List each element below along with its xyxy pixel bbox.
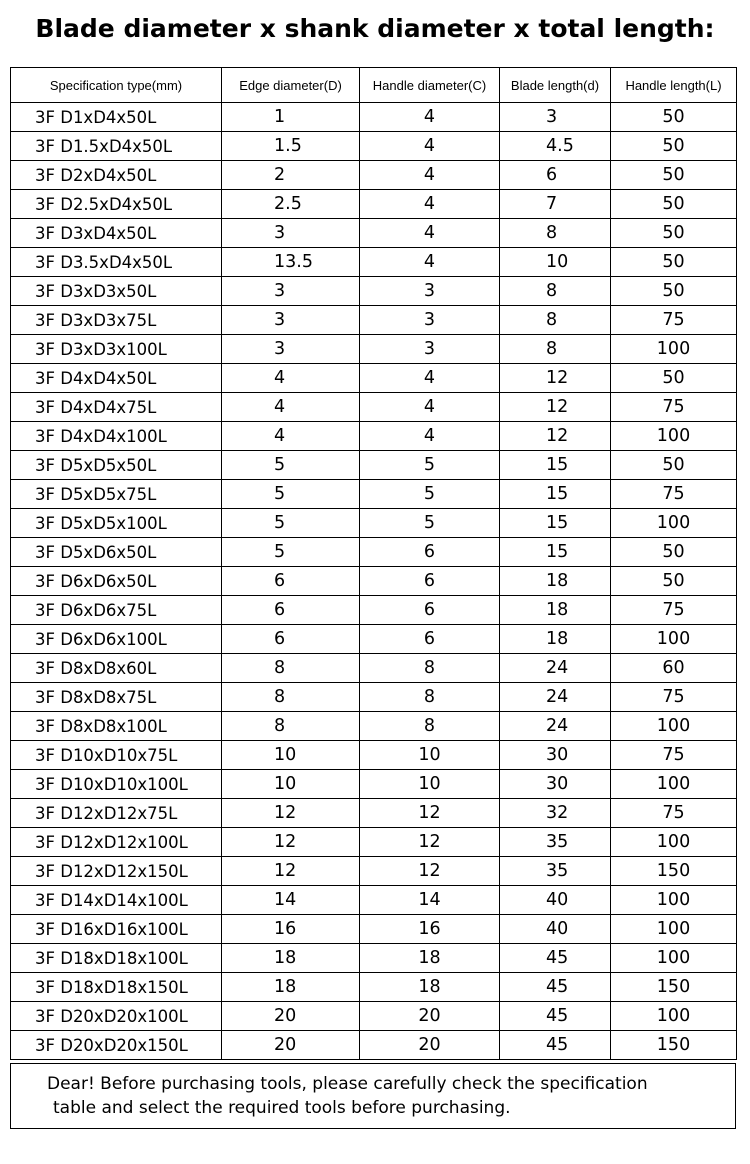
cell-handle-diameter: 18 — [360, 944, 500, 973]
cell-handle-diameter: 5 — [360, 509, 500, 538]
cell-edge-diameter: 6 — [222, 567, 360, 596]
cell-handle-length: 100 — [611, 944, 737, 973]
cell-handle-diameter: 20 — [360, 1002, 500, 1031]
table-row — [11, 132, 737, 161]
cell-specification-type: 3F D18xD18x100L — [11, 944, 222, 973]
cell-handle-diameter: 6 — [360, 567, 500, 596]
table-row — [11, 248, 737, 277]
table-row — [11, 509, 737, 538]
cell-handle-length: 50 — [611, 132, 737, 161]
cell-handle-length: 50 — [611, 538, 737, 567]
cell-blade-length: 12 — [500, 364, 611, 393]
cell-edge-diameter: 13.5 — [222, 248, 360, 277]
cell-blade-length: 45 — [500, 973, 611, 1002]
header-blade-length: Blade length(d) — [500, 68, 611, 103]
cell-edge-diameter: 8 — [222, 712, 360, 741]
table-row — [11, 857, 737, 886]
cell-handle-length: 75 — [611, 480, 737, 509]
cell-handle-diameter: 4 — [360, 190, 500, 219]
cell-handle-diameter: 6 — [360, 596, 500, 625]
cell-handle-diameter: 12 — [360, 828, 500, 857]
cell-handle-diameter: 3 — [360, 306, 500, 335]
cell-blade-length: 40 — [500, 915, 611, 944]
cell-handle-length: 50 — [611, 567, 737, 596]
cell-specification-type: 3F D1.5xD4x50L — [11, 132, 222, 161]
cell-blade-length: 15 — [500, 538, 611, 567]
table-row — [11, 654, 737, 683]
table-row — [11, 364, 737, 393]
cell-blade-length: 18 — [500, 567, 611, 596]
table-row — [11, 886, 737, 915]
cell-handle-length: 100 — [611, 770, 737, 799]
cell-edge-diameter: 12 — [222, 857, 360, 886]
table-row — [11, 944, 737, 973]
cell-edge-diameter: 5 — [222, 538, 360, 567]
cell-specification-type: 3F D3xD4x50L — [11, 219, 222, 248]
table-row — [11, 1002, 737, 1031]
cell-handle-length: 100 — [611, 886, 737, 915]
cell-handle-length: 75 — [611, 799, 737, 828]
cell-blade-length: 24 — [500, 654, 611, 683]
cell-specification-type: 3F D4xD4x75L — [11, 393, 222, 422]
cell-handle-length: 100 — [611, 422, 737, 451]
cell-handle-length: 100 — [611, 828, 737, 857]
cell-handle-length: 60 — [611, 654, 737, 683]
header-specification-type: Specification type(mm) — [11, 68, 222, 103]
table-row — [11, 219, 737, 248]
cell-handle-diameter: 10 — [360, 741, 500, 770]
table-row — [11, 480, 737, 509]
header-handle-length: Handle length(L) — [611, 68, 737, 103]
cell-handle-diameter: 6 — [360, 625, 500, 654]
cell-handle-length: 50 — [611, 277, 737, 306]
cell-blade-length: 8 — [500, 306, 611, 335]
cell-handle-diameter: 4 — [360, 248, 500, 277]
cell-handle-diameter: 18 — [360, 973, 500, 1002]
cell-handle-diameter: 3 — [360, 277, 500, 306]
cell-edge-diameter: 3 — [222, 306, 360, 335]
cell-edge-diameter: 18 — [222, 944, 360, 973]
cell-handle-length: 100 — [611, 1002, 737, 1031]
purchase-note-line-1: Dear! Before purchasing tools, please carefully check the specification — [47, 1074, 648, 1094]
cell-handle-length: 100 — [611, 625, 737, 654]
cell-edge-diameter: 8 — [222, 683, 360, 712]
header-handle-diameter: Handle diameter(C) — [360, 68, 500, 103]
cell-blade-length: 45 — [500, 944, 611, 973]
cell-handle-diameter: 8 — [360, 712, 500, 741]
table-row — [11, 799, 737, 828]
cell-edge-diameter: 5 — [222, 451, 360, 480]
cell-handle-diameter: 4 — [360, 219, 500, 248]
cell-blade-length: 32 — [500, 799, 611, 828]
table-row — [11, 828, 737, 857]
cell-handle-length: 75 — [611, 393, 737, 422]
cell-edge-diameter: 2.5 — [222, 190, 360, 219]
cell-handle-diameter: 6 — [360, 538, 500, 567]
cell-edge-diameter: 12 — [222, 828, 360, 857]
cell-blade-length: 6 — [500, 161, 611, 190]
cell-handle-diameter: 5 — [360, 451, 500, 480]
cell-specification-type: 3F D3xD3x50L — [11, 277, 222, 306]
cell-blade-length: 45 — [500, 1002, 611, 1031]
cell-blade-length: 45 — [500, 1031, 611, 1060]
cell-specification-type: 3F D12xD12x100L — [11, 828, 222, 857]
cell-handle-diameter: 5 — [360, 480, 500, 509]
cell-handle-length: 150 — [611, 1031, 737, 1060]
cell-edge-diameter: 6 — [222, 625, 360, 654]
cell-handle-diameter: 3 — [360, 335, 500, 364]
table-header-row — [11, 68, 737, 103]
cell-specification-type: 3F D12xD12x150L — [11, 857, 222, 886]
cell-blade-length: 3 — [500, 103, 611, 132]
cell-specification-type: 3F D3xD3x75L — [11, 306, 222, 335]
cell-specification-type: 3F D8xD8x100L — [11, 712, 222, 741]
table-body — [11, 103, 737, 1060]
cell-blade-length: 7 — [500, 190, 611, 219]
cell-blade-length: 18 — [500, 625, 611, 654]
cell-edge-diameter: 16 — [222, 915, 360, 944]
cell-specification-type: 3F D10xD10x75L — [11, 741, 222, 770]
cell-handle-diameter: 16 — [360, 915, 500, 944]
cell-blade-length: 30 — [500, 741, 611, 770]
cell-blade-length: 35 — [500, 857, 611, 886]
cell-handle-diameter: 4 — [360, 161, 500, 190]
cell-specification-type: 3F D20xD20x100L — [11, 1002, 222, 1031]
cell-blade-length: 40 — [500, 886, 611, 915]
table-row — [11, 915, 737, 944]
cell-edge-diameter: 14 — [222, 886, 360, 915]
cell-edge-diameter: 12 — [222, 799, 360, 828]
cell-specification-type: 3F D14xD14x100L — [11, 886, 222, 915]
purchase-note-line-2: table and select the required tools before purchasing. — [53, 1098, 511, 1118]
cell-handle-length: 75 — [611, 741, 737, 770]
table-row — [11, 451, 737, 480]
cell-edge-diameter: 3 — [222, 277, 360, 306]
cell-specification-type: 3F D6xD6x75L — [11, 596, 222, 625]
cell-blade-length: 15 — [500, 451, 611, 480]
cell-handle-diameter: 4 — [360, 132, 500, 161]
cell-handle-diameter: 10 — [360, 770, 500, 799]
cell-specification-type: 3F D6xD6x100L — [11, 625, 222, 654]
cell-edge-diameter: 4 — [222, 422, 360, 451]
cell-handle-diameter: 4 — [360, 103, 500, 132]
cell-edge-diameter: 5 — [222, 509, 360, 538]
cell-handle-length: 50 — [611, 451, 737, 480]
cell-edge-diameter: 4 — [222, 393, 360, 422]
cell-specification-type: 3F D1xD4x50L — [11, 103, 222, 132]
cell-handle-length: 50 — [611, 161, 737, 190]
cell-blade-length: 35 — [500, 828, 611, 857]
cell-handle-length: 75 — [611, 596, 737, 625]
cell-blade-length: 4.5 — [500, 132, 611, 161]
table-row — [11, 538, 737, 567]
cell-specification-type: 3F D5xD5x50L — [11, 451, 222, 480]
cell-handle-diameter: 8 — [360, 683, 500, 712]
cell-edge-diameter: 3 — [222, 335, 360, 364]
table-row — [11, 277, 737, 306]
cell-edge-diameter: 1 — [222, 103, 360, 132]
cell-handle-length: 75 — [611, 306, 737, 335]
cell-handle-diameter: 8 — [360, 654, 500, 683]
table-row — [11, 190, 737, 219]
table-row — [11, 422, 737, 451]
cell-blade-length: 15 — [500, 509, 611, 538]
cell-handle-length: 100 — [611, 712, 737, 741]
cell-edge-diameter: 20 — [222, 1002, 360, 1031]
cell-specification-type: 3F D5xD6x50L — [11, 538, 222, 567]
cell-edge-diameter: 8 — [222, 654, 360, 683]
cell-specification-type: 3F D10xD10x100L — [11, 770, 222, 799]
table-row — [11, 770, 737, 799]
cell-handle-length: 100 — [611, 915, 737, 944]
table-row — [11, 683, 737, 712]
cell-edge-diameter: 18 — [222, 973, 360, 1002]
cell-specification-type: 3F D5xD5x100L — [11, 509, 222, 538]
cell-handle-diameter: 12 — [360, 799, 500, 828]
cell-handle-length: 50 — [611, 219, 737, 248]
cell-specification-type: 3F D8xD8x60L — [11, 654, 222, 683]
cell-specification-type: 3F D2xD4x50L — [11, 161, 222, 190]
cell-handle-length: 100 — [611, 509, 737, 538]
cell-edge-diameter: 10 — [222, 741, 360, 770]
cell-handle-length: 100 — [611, 335, 737, 364]
cell-blade-length: 30 — [500, 770, 611, 799]
cell-specification-type: 3F D6xD6x50L — [11, 567, 222, 596]
cell-edge-diameter: 4 — [222, 364, 360, 393]
cell-edge-diameter: 3 — [222, 219, 360, 248]
cell-handle-length: 150 — [611, 973, 737, 1002]
cell-blade-length: 8 — [500, 335, 611, 364]
table-row — [11, 567, 737, 596]
cell-specification-type: 3F D3xD3x100L — [11, 335, 222, 364]
cell-specification-type: 3F D3.5xD4x50L — [11, 248, 222, 277]
cell-specification-type: 3F D12xD12x75L — [11, 799, 222, 828]
cell-edge-diameter: 5 — [222, 480, 360, 509]
cell-blade-length: 12 — [500, 422, 611, 451]
cell-edge-diameter: 1.5 — [222, 132, 360, 161]
cell-specification-type: 3F D4xD4x100L — [11, 422, 222, 451]
cell-blade-length: 24 — [500, 683, 611, 712]
cell-specification-type: 3F D16xD16x100L — [11, 915, 222, 944]
table-row — [11, 973, 737, 1002]
cell-handle-diameter: 4 — [360, 364, 500, 393]
table-row — [11, 306, 737, 335]
cell-handle-diameter: 4 — [360, 393, 500, 422]
cell-specification-type: 3F D18xD18x150L — [11, 973, 222, 1002]
table-row — [11, 335, 737, 364]
cell-handle-length: 50 — [611, 103, 737, 132]
specification-table — [10, 67, 737, 1060]
cell-handle-diameter: 12 — [360, 857, 500, 886]
table-row — [11, 103, 737, 132]
table-row — [11, 741, 737, 770]
table-row — [11, 596, 737, 625]
cell-blade-length: 18 — [500, 596, 611, 625]
cell-specification-type: 3F D2.5xD4x50L — [11, 190, 222, 219]
page-title: Blade diameter x shank diameter x total length: — [35, 14, 715, 43]
cell-edge-diameter: 2 — [222, 161, 360, 190]
cell-handle-diameter: 20 — [360, 1031, 500, 1060]
cell-specification-type: 3F D20xD20x150L — [11, 1031, 222, 1060]
cell-blade-length: 8 — [500, 219, 611, 248]
purchase-note — [10, 1063, 736, 1129]
table-row — [11, 625, 737, 654]
cell-edge-diameter: 20 — [222, 1031, 360, 1060]
cell-edge-diameter: 10 — [222, 770, 360, 799]
table-row — [11, 161, 737, 190]
cell-blade-length: 15 — [500, 480, 611, 509]
table-row — [11, 1031, 737, 1060]
cell-blade-length: 24 — [500, 712, 611, 741]
cell-specification-type: 3F D4xD4x50L — [11, 364, 222, 393]
table-row — [11, 712, 737, 741]
cell-specification-type: 3F D5xD5x75L — [11, 480, 222, 509]
cell-blade-length: 8 — [500, 277, 611, 306]
cell-blade-length: 10 — [500, 248, 611, 277]
table-row — [11, 393, 737, 422]
cell-handle-length: 50 — [611, 364, 737, 393]
cell-handle-diameter: 14 — [360, 886, 500, 915]
cell-specification-type: 3F D8xD8x75L — [11, 683, 222, 712]
cell-handle-length: 150 — [611, 857, 737, 886]
cell-handle-length: 75 — [611, 683, 737, 712]
cell-handle-length: 50 — [611, 190, 737, 219]
cell-handle-diameter: 4 — [360, 422, 500, 451]
cell-edge-diameter: 6 — [222, 596, 360, 625]
header-edge-diameter: Edge diameter(D) — [222, 68, 360, 103]
cell-handle-length: 50 — [611, 248, 737, 277]
cell-blade-length: 12 — [500, 393, 611, 422]
